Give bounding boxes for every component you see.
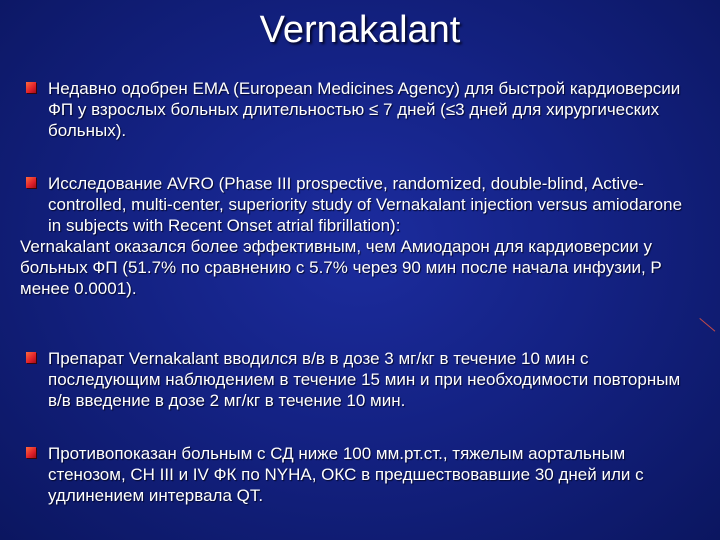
decorative-line: [699, 318, 715, 332]
bullet-item-3: [26, 348, 698, 411]
bullet-item-1: [26, 78, 698, 141]
bullet-continuation-text: Vernakalant оказался более эффективным, чем Амиодарон для кардиоверсии у больных ФП (51.7% по сравнению с 5.7% через 90 мин после начала инфузии, P менее 0.0001).: [20, 237, 662, 298]
bullet-text: Противопоказан больным с СД ниже 100 мм.рт.ст., тяжелым аортальным стенозом, СН III и IV ФК по NYHA, ОКС в предшествовавшие 30 дней или с удлинением интервала QT.: [48, 444, 644, 505]
bullet-square-icon: [26, 82, 36, 93]
bullet-text: Исследование AVRO (Phase III prospective, randomized, double-blind, Active-controlled, multi-center, superiority study of Vernakalant injection versus amiodarone in subjects with Recent Onset atrial fibrillation):: [48, 174, 683, 235]
bullet-text: Препарат Vernakalant вводился в/в в дозе 3 мг/кг в течение 10 мин с последующим наблюдением в течение 15 мин и при необходимости повторным в/в введение в дозе 2 мг/кг в течение 10 мин.: [48, 349, 681, 410]
bullet-square-icon: [26, 177, 36, 188]
bullet-square-icon: [26, 447, 36, 458]
bullet-text: Недавно одобрен EMA (European Medicines Agency) для быстрой кардиоверсии ФП у взрослых больных длительностью ≤ 7 дней (≤3 дней для хирургических больных).: [48, 79, 681, 140]
bullet-item-4: [26, 443, 698, 506]
slide-title: Vernakalant: [259, 9, 461, 51]
bullet-square-icon: [26, 352, 36, 363]
bullet-item-2: [20, 173, 698, 299]
